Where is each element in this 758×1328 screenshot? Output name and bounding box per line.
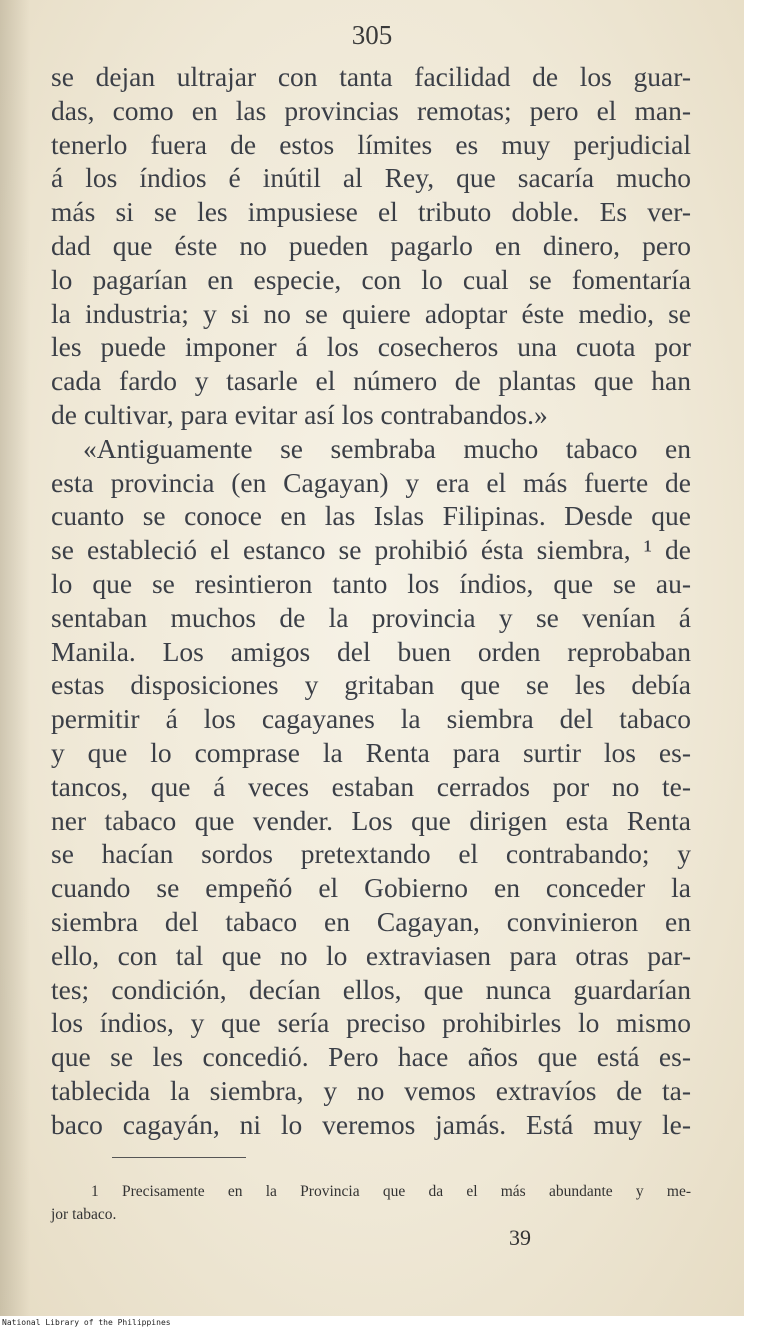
text-line: les puede imponer á los cosecheros una cuota por [51,331,691,363]
body-text [51,60,691,1142]
paragraph-start-line: «Antiguamente se sembraba mucho tabaco en [83,432,691,464]
text-line: Manila. Los amigos del buen orden reprobaban [51,635,691,667]
text-line: la industria; y si no se quiere adoptar éste medio, se [51,297,691,329]
text-line: cada fardo y tasarle el número de plantas que han [51,365,691,397]
text-line: tancos, que á veces estaban cerrados por no te- [51,770,691,802]
text-line: tes; condición, decían ellos, que nunca guardarían [51,973,691,1005]
text-line: permitir á los cagayanes la siembra del tabaco [51,703,691,735]
footnote-divider [112,1157,246,1158]
text-line: lo que se resintieron tanto los índios, que se au- [51,567,691,599]
text-line: cuanto se conoce en las Islas Filipinas. Desde que [51,500,691,532]
text-line: siembra del tabaco en Cagayan, convinieron en [51,905,691,937]
text-line: das, como en las provincias remotas; pero el man- [51,94,691,126]
text-line: cuando se empeñó el Gobierno en conceder la [51,872,691,904]
text-line: ner tabaco que vender. Los que dirigen esta Renta [51,804,691,836]
text-line: esta provincia (en Cagayan) y era el más fuerte de [51,466,691,498]
text-line: los índios, y que sería preciso prohibirles lo mismo [51,1007,691,1039]
text-line: se dejan ultrajar con tanta facilidad de los guar- [51,61,691,92]
text-line: estas disposiciones y gritaban que se les debía [51,669,691,701]
footnote [51,1180,691,1226]
text-line: y que lo comprase la Renta para surtir los es- [51,736,691,768]
text-line: que se les concedió. Pero hace años que está es- [51,1041,691,1073]
page-number: 305 [351,20,393,50]
text-line: á los índios é inútil al Rey, que sacaría mucho [51,162,691,194]
text-line: lo pagarían en especie, con lo cual se fomentaría [51,263,691,295]
footnote-line: jor tabaco. [51,1206,117,1223]
text-line: tenerlo fuera de estos límites es muy perjudicial [51,128,691,160]
text-line: dad que éste no pueden pagarlo en dinero, pero [51,229,691,261]
text-line: tablecida la siembra, y no vemos extravíos de ta- [51,1074,691,1106]
text-line: se hacían sordos pretextando el contrabando; y [51,838,691,870]
signature-mark: 39 [509,1225,531,1250]
library-credit: National Library of the Philippines [2,1318,171,1327]
text-line: de cultivar, para evitar así los contrabandos.» [51,398,548,430]
text-line: sentaban muchos de la provincia y se venían á [51,601,691,633]
text-line: se estableció el estanco se prohibió ésta siembra, ¹ de [51,534,691,566]
text-line: más si se les impusiese el tributo doble. Es ver- [51,196,691,228]
text-line: baco cagayán, ni lo veremos jamás. Está muy le- [51,1108,691,1140]
footnote-line: 1 Precisamente en la Provincia que da el más abundante y me- [91,1183,691,1200]
text-line: ello, con tal que no lo extraviasen para otras par- [51,939,691,971]
